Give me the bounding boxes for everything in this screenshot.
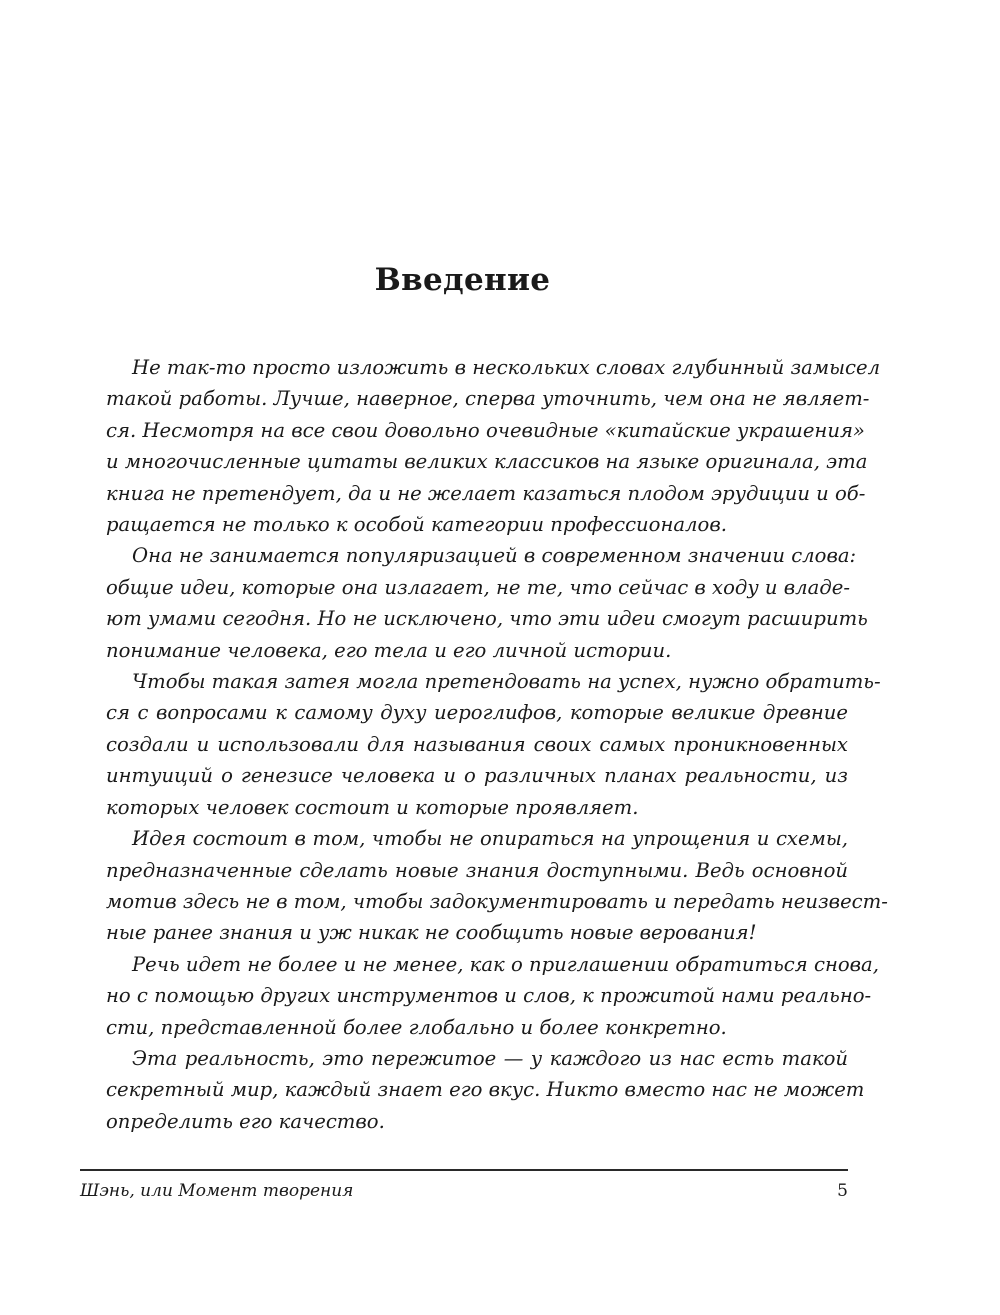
text-line: и многочисленные цитаты великих классиков на языке оригинала, эта bbox=[106, 450, 868, 474]
text-line: общие идеи, которые она излагает, не те, что сейчас в ходу и владе- bbox=[106, 575, 850, 599]
paragraph bbox=[80, 540, 868, 666]
text-line: понимание человека, его тела и его личной истории. bbox=[106, 638, 672, 662]
paragraph bbox=[80, 352, 881, 540]
text-line: ращается не только к особой категории профессионалов. bbox=[106, 513, 727, 537]
text-line: интуиций о генезисе человека и о различных планах реальности, из bbox=[106, 764, 848, 788]
text-line: секретный мир, каждый знает его вкус. Никто вместо нас не может bbox=[106, 1078, 865, 1102]
text-line: ные ранее знания и уж никак не сообщить новые верования! bbox=[106, 921, 757, 945]
text-line: Чтобы такая затея могла претендовать на успех, нужно обратить- bbox=[132, 670, 881, 694]
text-line: ся с вопросами к самому духу иероглифов, которые великие древние bbox=[106, 701, 848, 725]
text-line: Эта реальность, это пережитое — у каждого из нас есть такой bbox=[132, 1046, 848, 1070]
text-line: которых человек состоит и которые проявляет. bbox=[106, 795, 639, 819]
text-line: определить его качество. bbox=[106, 1109, 385, 1133]
paragraph bbox=[80, 1043, 865, 1137]
text-line: ся. Несмотря на все свои довольно очевидные «китайские украшения» bbox=[106, 418, 865, 442]
text-line: мотив здесь не в том, чтобы задокументировать и передать неизвест- bbox=[106, 889, 888, 913]
text-line: предназначенные сделать новые знания доступными. Ведь основной bbox=[106, 858, 848, 882]
page-number: 5 bbox=[837, 1181, 848, 1201]
text-line: Идея состоит в том, чтобы не опираться на упрощения и схемы, bbox=[132, 827, 848, 851]
text-line: создали и использовали для называния своих самых проникновенных bbox=[106, 732, 848, 756]
text-line: Она не занимается популяризацией в современном значении слова: bbox=[132, 544, 857, 568]
paragraph bbox=[80, 949, 879, 1043]
running-footer-title: Шэнь, или Момент творения bbox=[80, 1181, 354, 1201]
page-title: Введение bbox=[374, 262, 551, 298]
footer-divider bbox=[80, 1169, 848, 1171]
body-text bbox=[80, 352, 888, 1137]
paragraph bbox=[80, 823, 888, 949]
text-line: сти, представленной более глобально и более конкретно. bbox=[106, 1015, 727, 1039]
text-line: но с помощью других инструментов и слов, к прожитой нами реально- bbox=[106, 984, 872, 1008]
text-line: такой работы. Лучше, наверное, сперва уточнить, чем она не являет- bbox=[106, 387, 870, 411]
text-line: ют умами сегодня. Но не исключено, что эти идеи смогут расширить bbox=[106, 607, 868, 631]
paragraph bbox=[80, 666, 881, 823]
text-line: Речь идет не более и не менее, как о приглашении обратиться снова, bbox=[132, 952, 879, 976]
text-line: книга не претендует, да и не желает казаться плодом эрудиции и об- bbox=[106, 481, 866, 505]
text-line: Не так-то просто изложить в нескольких словах глубинный замысел bbox=[132, 356, 881, 379]
